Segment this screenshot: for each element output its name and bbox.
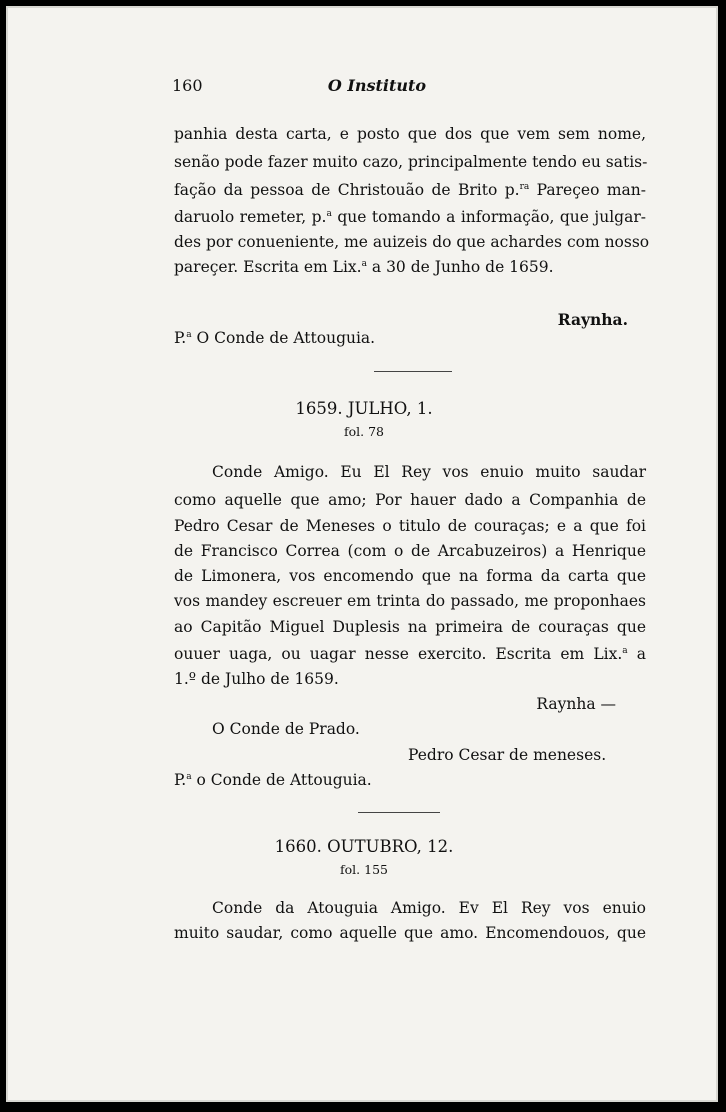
page-header	[8, 76, 716, 100]
section-divider	[374, 371, 452, 372]
letter1-last-line: pareçer. Escrita em Lix.$^a$ a 30 de Junho de 1659.	[174, 258, 554, 276]
letter2-first-line: Conde Amigo. Eu El Rey vos enuio muito saudar	[212, 463, 646, 481]
page-number: 160	[172, 76, 203, 95]
letter3-folio: fol. 155	[340, 862, 388, 877]
letter1-addressee: P.$^a$ O Conde de Attouguia.	[174, 329, 376, 347]
letter1-line: daruolo remeter, p.$^a$ que tomando a informação, que julgar-	[174, 208, 646, 226]
book-page	[6, 6, 718, 1102]
letter1-line: des por conueniente, me auizeis do que achardes com nosso	[174, 233, 650, 251]
letter1-signature: Raynha.	[557, 310, 628, 329]
letter1-line: senão pode fazer muito cazo, principalmente tendo eu satis-	[174, 153, 648, 171]
letter2-line: ouuer uaga, ou uagar nesse exercito. Escrita em Lix.$^a$ a	[174, 645, 646, 663]
letter2-cosigner-left: O Conde de Prado.	[212, 720, 360, 738]
letter3-first-line: Conde da Atouguia Amigo. Ev El Rey vos enuio	[212, 899, 646, 917]
letter2-line: de Limonera, vos encomendo que na forma da carta que	[174, 567, 646, 585]
letter1-line: panhia desta carta, e posto que dos que vem sem nome,	[174, 125, 646, 143]
letter3-date: 1660. OUTUBRO, 12.	[274, 837, 454, 856]
letter2-line: Pedro Cesar de Meneses o titulo de couraças; e a que foi	[174, 517, 646, 535]
letter2-date: 1659. JULHO, 1.	[295, 399, 433, 418]
letter2-addressee: P.$^a$ o Conde de Attouguia.	[174, 771, 372, 789]
letter2-line: vos mandey escreuer em trinta do passado, me proponhaes	[174, 592, 646, 610]
letter2-folio: fol. 78	[343, 424, 384, 439]
letter2-signature: Raynha —	[536, 695, 616, 713]
letter1-line: fação da pessoa de Christouão de Brito p.$^{ra}$ Pareçeo man-	[174, 181, 646, 199]
letter2-line: como aquelle que amo; Por hauer dado a Companhia de	[174, 491, 646, 509]
section-divider	[358, 812, 440, 813]
letter2-cosigner-right: Pedro Cesar de meneses.	[408, 746, 607, 764]
letter3-line: muito saudar, como aquelle que amo. Encomendouos, que	[174, 924, 646, 942]
running-title: O Instituto	[327, 76, 427, 95]
letter2-line: ao Capitão Miguel Duplesis na primeira de couraças que	[174, 618, 646, 636]
letter2-line: de Francisco Correa (com o de Arcabuzeiros) a Henrique	[174, 542, 646, 560]
letter2-last-line: 1.º de Julho de 1659.	[174, 670, 339, 688]
